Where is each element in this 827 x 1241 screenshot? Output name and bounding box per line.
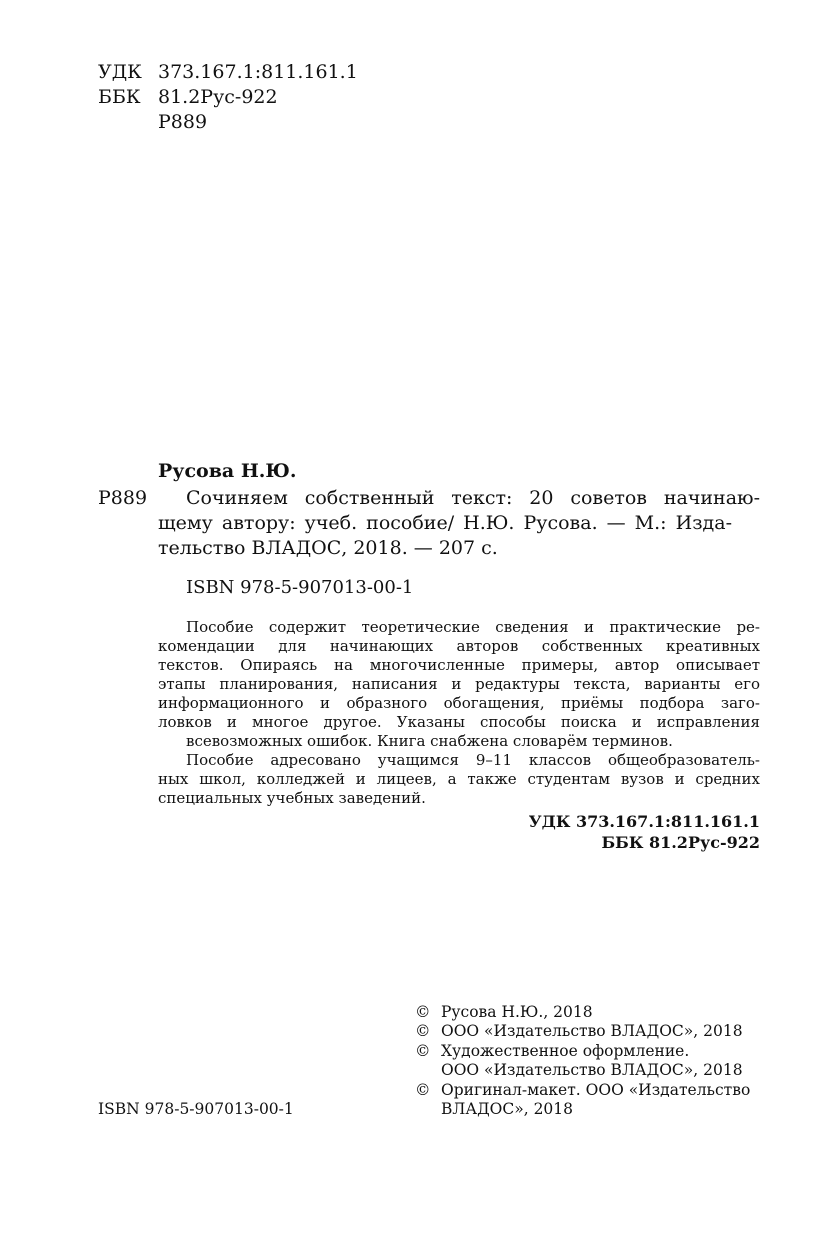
abstract-line: этапы планирования, написания и редактуры текста, варианты его: [158, 675, 760, 693]
abstract-line: Пособие адресовано учащимся 9–11 классов общеобразователь-: [186, 751, 760, 769]
copyright-line: [415, 1042, 689, 1060]
copyright-symbol: ©: [415, 1042, 431, 1060]
bbk-line: [98, 85, 278, 110]
card-bbk: ББК 81.2Рус-922: [601, 833, 760, 852]
card-description-line: тельство ВЛАДОС, 2018. — 207 с.: [158, 537, 498, 559]
abstract-line: специальных учебных заведений.: [158, 789, 426, 807]
copyright-line: [415, 1081, 750, 1099]
copyright-text: Русова Н.Ю., 2018: [441, 1003, 593, 1021]
card-author-mark: Р889: [98, 487, 148, 509]
copyright-symbol: ©: [415, 1003, 431, 1021]
copyright-text: Художественное оформление.: [441, 1042, 690, 1060]
udk-line: [98, 60, 358, 85]
abstract-line: всевозможных ошибок. Книга снабжена словарём терминов.: [186, 732, 673, 750]
copyright-line: [415, 1022, 743, 1040]
copyright-text: Оригинал-макет. ООО «Издательство: [441, 1081, 751, 1099]
card-description-line: щему автору: учеб. пособие/ Н.Ю. Русова. — М.: Изда-: [158, 512, 732, 534]
copyright-continuation: ООО «Издательство ВЛАДОС», 2018: [441, 1061, 743, 1079]
abstract-line: информационного и образного обогащения, приёмы подбора заго-: [158, 694, 760, 712]
bbk-label: ББК: [98, 86, 141, 108]
abstract-line: комендации для начинающих авторов собственных креативных: [158, 637, 760, 655]
copyright-symbol: ©: [415, 1022, 431, 1040]
copyright-text: ООО «Издательство ВЛАДОС», 2018: [441, 1022, 743, 1040]
card-udk: УДК 373.167.1:811.161.1: [528, 812, 760, 831]
copyright-continuation: ВЛАДОС», 2018: [441, 1100, 574, 1118]
udk-value: 373.167.1:811.161.1: [158, 61, 358, 83]
udk-label: УДК: [98, 61, 142, 83]
card-description-line: Сочиняем собственный текст: 20 советов начинаю-: [186, 487, 760, 509]
abstract-line: текстов. Опираясь на многочисленные примеры, автор описывает: [158, 656, 760, 674]
bottom-isbn: ISBN 978-5-907013-00-1: [98, 1100, 294, 1118]
abstract-line: Пособие содержит теоретические сведения и практические ре-: [186, 618, 760, 636]
bbk-value: 81.2Рус-922: [158, 86, 278, 108]
abstract-line: ных школ, колледжей и лицеев, а также студентам вузов и средних: [158, 770, 760, 788]
card-author: Русова Н.Ю.: [158, 460, 297, 482]
card-isbn: ISBN 978-5-907013-00-1: [186, 577, 414, 598]
copyright-symbol: ©: [415, 1081, 431, 1099]
author-mark-top: Р889: [158, 111, 208, 133]
copyright-line: [415, 1003, 593, 1021]
abstract-line: ловков и многое другое. Указаны способы поиска и исправления: [158, 713, 760, 731]
